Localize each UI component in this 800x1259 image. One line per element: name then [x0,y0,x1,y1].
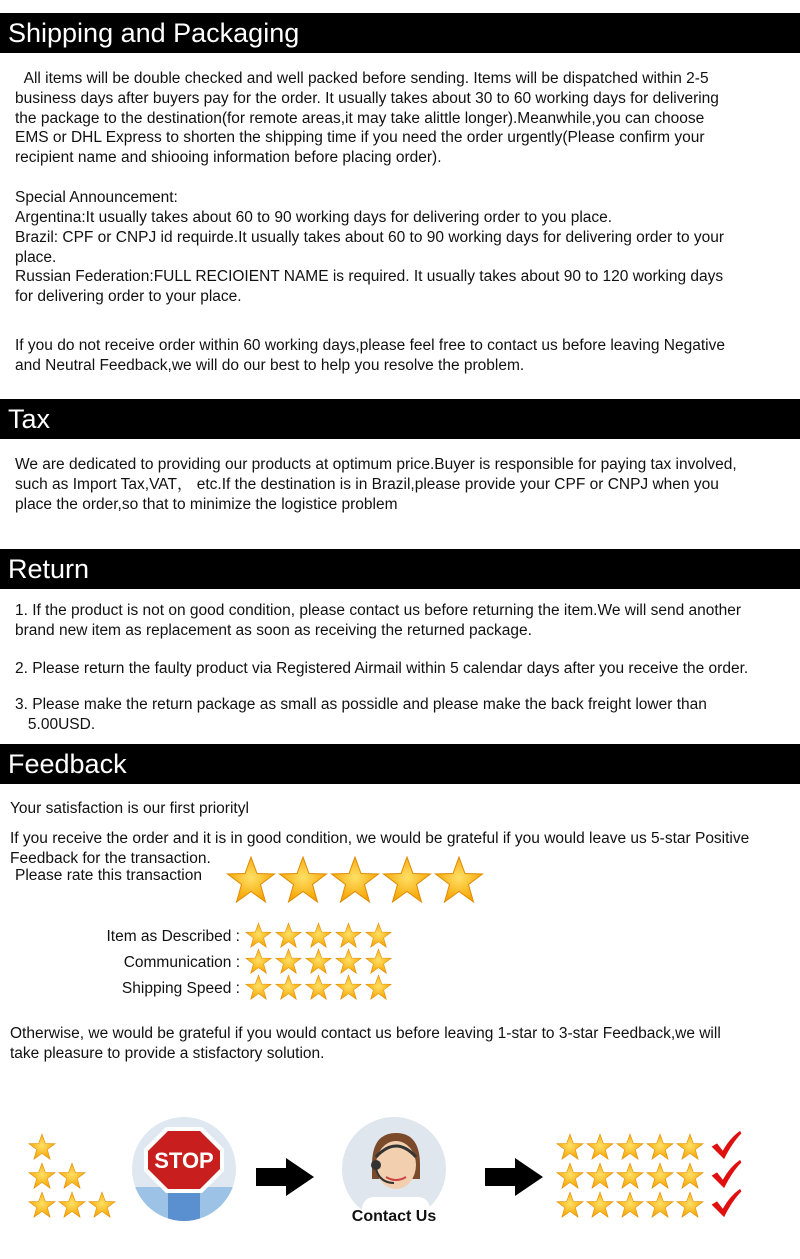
return-item-2: 2. Please return the faulty product via Registered Airmail within 5 calendar days after you receive the order. [15,660,749,677]
tax-heading: Tax [0,399,800,439]
star-icon [646,1133,674,1161]
rating-row-label: Communication : [123,954,240,971]
star-icon [275,922,302,949]
star-icon [365,948,392,975]
star-icon [556,1133,584,1161]
low-rating-stars [28,1133,118,1223]
rating-row-label: Item as Described : [106,928,240,945]
otherwise-text: Otherwise, we would be grateful if you would contact us before leaving 1-star to 3-star Feedback,we will take pleasure to provide a stisfactory solution. [10,1025,721,1062]
rate-transaction-stars [226,855,486,905]
stop-sign-image [132,1117,236,1221]
star-icon [58,1162,86,1190]
star-icon [275,948,302,975]
star-icon [586,1191,614,1219]
shipping-intro: All items will be double checked and well packed before sending. Items will be dispatched within 2-5 business days after buyers pay for the order. It usually takes about 30 to 60 working days for delivering the package to the destination(for remote areas,it may take alittle longer).Meanwhile,you can choose EMS or DHL Express to shorten the shipping time if you need the order urgently(Please confirm your recipient name and shiooing information before placing order). [15,70,719,167]
rate-transaction-label: Please rate this transaction [15,867,202,884]
star-icon [382,855,432,905]
return-heading: Return [0,549,800,589]
star-icon [28,1133,56,1161]
rating-row-label: Shipping Speed : [121,980,240,997]
arrow-right-icon [485,1158,543,1196]
feedback-heading: Feedback [0,744,800,784]
star-icon [278,855,328,905]
tax-text: We are dedicated to providing our products at optimum price.Buyer is responsible for paying tax involved, such as Import Tax,VAT， etc.If the destination is in Brazil,please provide your CPF or CNPJ when you place the order,so that to minimize the logistice problem [15,456,737,513]
star-icon [616,1162,644,1190]
star-icon [245,948,272,975]
star-icon [330,855,380,905]
checkmark-icon [710,1129,742,1161]
star-icon [88,1191,116,1219]
special-announcement-heading: Special Announcement: [15,189,178,206]
contact-us-label[interactable]: Contact Us [351,1208,437,1225]
star-icon [245,922,272,949]
star-icon [335,974,362,1001]
contact-us-image [342,1117,446,1221]
brazil-note: Brazil: CPF or CNPJ id requirde.It usually takes about 60 to 90 working days for delivering order to your place. [15,229,725,266]
star-icon [556,1191,584,1219]
star-icon [305,948,332,975]
star-icon [305,922,332,949]
star-icon [245,974,272,1001]
argentina-note: Argentina:It usually takes about 60 to 90 working days for delivering order to you place. [15,209,613,226]
positive-rating-stars [556,1133,746,1223]
star-icon [646,1162,674,1190]
star-icon [365,922,392,949]
star-icon [676,1162,704,1190]
shipping-heading: Shipping and Packaging [0,13,800,53]
star-icon [365,974,392,1001]
star-icon [586,1162,614,1190]
russia-note: Russian Federation:FULL RECIOIENT NAME is required. It usually takes about 90 to 120 working days for delivering order to your place. [15,268,724,305]
checkmark-icon [710,1158,742,1190]
star-icon [335,948,362,975]
arrow-right-icon [256,1158,314,1196]
checkmark-icon [710,1187,742,1219]
return-item-1: 1. If the product is not on good condition, please contact us before returning the item.We will send another brand new item as replacement as soon as receiving the returned package. [15,602,742,639]
star-icon [28,1191,56,1219]
star-icon [305,974,332,1001]
star-icon [676,1133,704,1161]
stop-sign-text: STOP [154,1148,214,1173]
star-icon [28,1162,56,1190]
star-icon [586,1133,614,1161]
feedback-request: If you receive the order and it is in good condition, we would be grateful if you would leave us 5-star Positive Feedback for the transaction. [10,830,750,867]
star-icon [556,1162,584,1190]
return-item-3: 3. Please make the return package as small as possidle and please make the back freight lower than 5.00USD. [15,696,707,733]
satisfaction-text: Your satisfaction is our first priorityl [10,800,249,817]
star-icon [226,855,276,905]
rating-rows [90,922,410,1006]
star-icon [676,1191,704,1219]
star-icon [335,922,362,949]
star-icon [616,1133,644,1161]
star-icon [646,1191,674,1219]
star-icon [616,1191,644,1219]
star-icon [58,1191,86,1219]
star-icon [434,855,484,905]
contact-note: If you do not receive order within 60 working days,please feel free to contact us before leaving Negative and Neutral Feedback,we will do our best to help you resolve the problem. [15,337,725,374]
star-icon [275,974,302,1001]
